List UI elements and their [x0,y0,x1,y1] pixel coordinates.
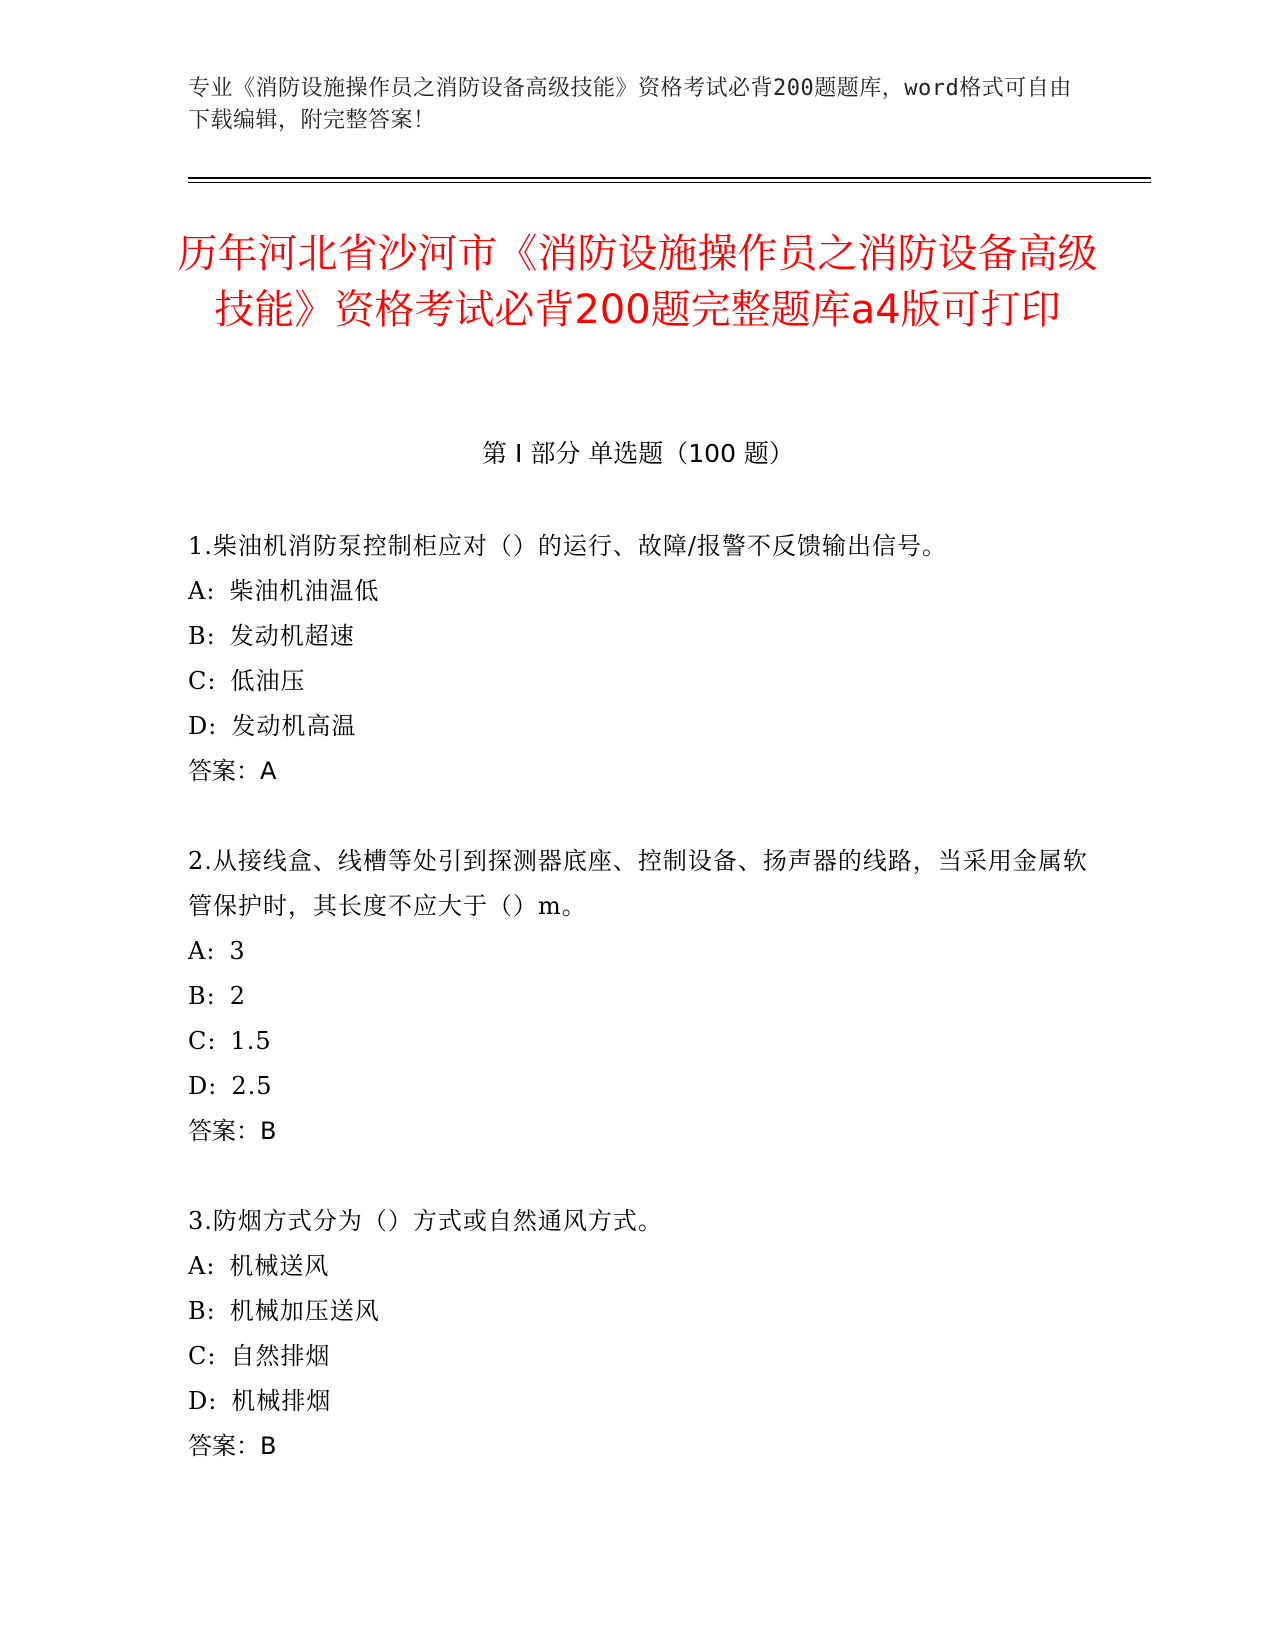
option-c [188,1019,1088,1064]
option-key: A: [188,577,216,605]
option-key: D: [188,712,218,740]
option-key: C: [188,667,217,695]
option-text: 3 [229,937,246,965]
option-key: C: [188,1027,217,1055]
option-a [188,1244,1088,1289]
question-stem: 3.防烟方式分为（）方式或自然通风方式。 [188,1207,663,1235]
section-heading: 第 I 部分 单选题（100 题） [482,439,794,468]
header-rule-thick [188,177,1151,179]
option-b [188,1289,1088,1334]
question-stem: 2.从接线盒、线槽等处引到探测器底座、控制设备、扬声器的线路，当采用金属软管保护时，其长度不应大于（）m。 [188,847,1088,920]
option-text: 机械加压送风 [229,1297,380,1325]
option-key: B: [188,982,216,1010]
option-key: D: [188,1387,218,1415]
option-d [188,1379,1088,1424]
option-c [188,659,1088,704]
question-list [188,524,1088,1514]
option-key: B: [188,622,216,650]
header-note: 专业《消防设施操作员之消防设备高级技能》资格考试必背200题题库，word格式可自由下载编辑，附完整答案！ [188,76,1072,133]
option-c [188,1334,1088,1379]
option-text: 发动机超速 [229,622,355,650]
question-stem: 1.柴油机消防泵控制柜应对（）的运行、故障/报警不反馈输出信号。 [188,532,947,560]
question-1 [188,524,1088,794]
option-text: 2 [229,982,247,1010]
document-title: 历年河北省沙河市《消防设施操作员之消防设备高级技能》资格考试必背200题完整题库a4版可打印 [177,231,1098,333]
option-key: B: [188,1297,216,1325]
option-a [188,929,1088,974]
option-text: 发动机高温 [231,712,357,740]
option-text: 柴油机油温低 [229,577,380,605]
option-text: 低油压 [230,667,306,695]
option-text: 自然排烟 [230,1342,331,1370]
option-key: D: [188,1072,218,1100]
option-text: 机械排烟 [231,1387,332,1415]
option-text: 机械送风 [229,1252,330,1280]
option-b [188,614,1088,659]
option-d [188,704,1088,749]
answer-line: 答案：B [188,1432,277,1460]
option-b [188,974,1088,1019]
option-text: 1.5 [230,1027,272,1055]
answer-line: 答案：A [188,757,277,785]
option-text: 2.5 [231,1072,273,1100]
question-3 [188,1199,1088,1469]
option-a [188,569,1088,614]
answer-line: 答案：B [188,1117,277,1145]
option-key: A: [188,1252,216,1280]
option-key: A: [188,937,216,965]
option-key: C: [188,1342,217,1370]
option-d [188,1064,1088,1109]
question-2 [188,839,1088,1154]
header-rule-thin [188,182,1151,183]
